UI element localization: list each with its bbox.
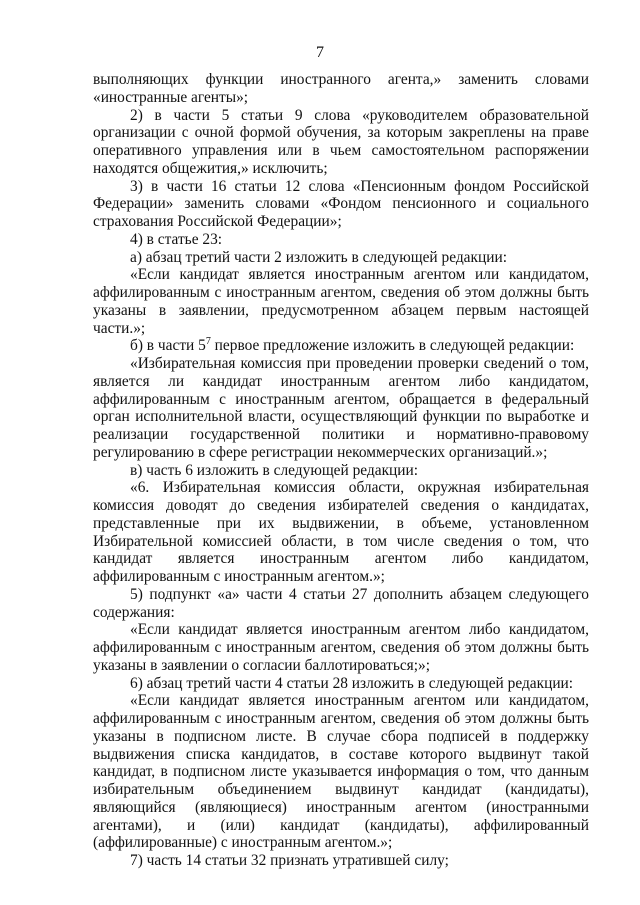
paragraph: «Если кандидат является иностранным агентом либо кандидатом, аффилированным с иностранным агентом, сведения об этом должны быть указаны в заявлении о согласии баллотироваться;»;: [93, 621, 589, 674]
paragraph: а) абзац третий части 2 изложить в следующей редакции:: [130, 248, 507, 266]
paragraph: «Если кандидат является иностранным агентом или кандидатом, аффилированным с иностранным агентом, сведения об этом должны быть указаны в подписном листе. В случае сбора подписей в поддержку выдвижения списка кандидатов, в составе которого выдвинут такой кандидат, в подписном листе указывается информация о том, что данным избирательным объединением выдвинут кандидат (кандидаты), являющийся (являющиеся) иностранным агентом (иностранными агентами), и (или) кандидат (кандидаты), аффилированный (аффилированные) с иностранным агентом.»;: [93, 692, 589, 852]
paragraph: 3) в части 16 статьи 12 слова «Пенсионным фондом Российской Федерации» заменить словами «Фондом пенсионного и социального страхования Российской Федерации»;: [93, 177, 589, 230]
paragraph: 7) часть 14 статьи 32 признать утратившей силу;: [130, 852, 449, 869]
superscript: 7: [205, 336, 211, 348]
paragraph: 2) в части 5 статьи 9 слова «руководителем образовательной организации с очной формой обучения, за которым закреплены на праве оперативного управления или в чьем самостоятельном распоряжении находятся общежития,» исключить;: [93, 106, 589, 177]
paragraph: «Избирательная комиссия при проведении проверки сведений о том, является ли кандидат иностранным агентом либо кандидатом, аффилированным с иностранным агентом, обращается в федеральный орган исполнительной власти, осуществляющий функции по выработке и реализации государственной политики и нормативно-правовому регулированию в сфере регистрации некоммерческих организаций.»;: [93, 355, 589, 461]
paragraph: «6. Избирательная комиссия области, окружная избирательная комиссия доводят до сведения избирателей сведения о кандидатах, представленные при их выдвижении, в объеме, установленном Избирательной комиссией области, в том числе сведения о том, что кандидат является иностранным агентом либо кандидатом, аффилированным с иностранным агентом.»;: [93, 479, 589, 585]
document-body: [93, 71, 589, 870]
paragraph: 5) подпункт «а» части 4 статьи 27 дополнить абзацем следующего содержания:: [93, 585, 589, 621]
paragraph: выполняющих функции иностранного агента,» заменить словами «иностранные агенты»;: [93, 71, 589, 106]
paragraph: 6) абзац третий части 4 статьи 28 изложить в следующей редакции:: [130, 674, 574, 692]
paragraph: «Если кандидат является иностранным агентом или кандидатом, аффилированным с иностранным агентом, сведения об этом должны быть указаны в заявлении, предусмотренном абзацем первым настоящей части.»;: [93, 266, 589, 337]
paragraph: в) часть 6 изложить в следующей редакции:: [130, 461, 419, 479]
page-number: 7: [316, 44, 324, 61]
paragraph-prefix: б) в части 5: [130, 337, 206, 355]
paragraph-suffix: первое предложение изложить в следующей редакции:: [210, 337, 575, 355]
paragraph: 4) в статье 23:: [130, 230, 223, 248]
paragraph: [93, 337, 589, 355]
